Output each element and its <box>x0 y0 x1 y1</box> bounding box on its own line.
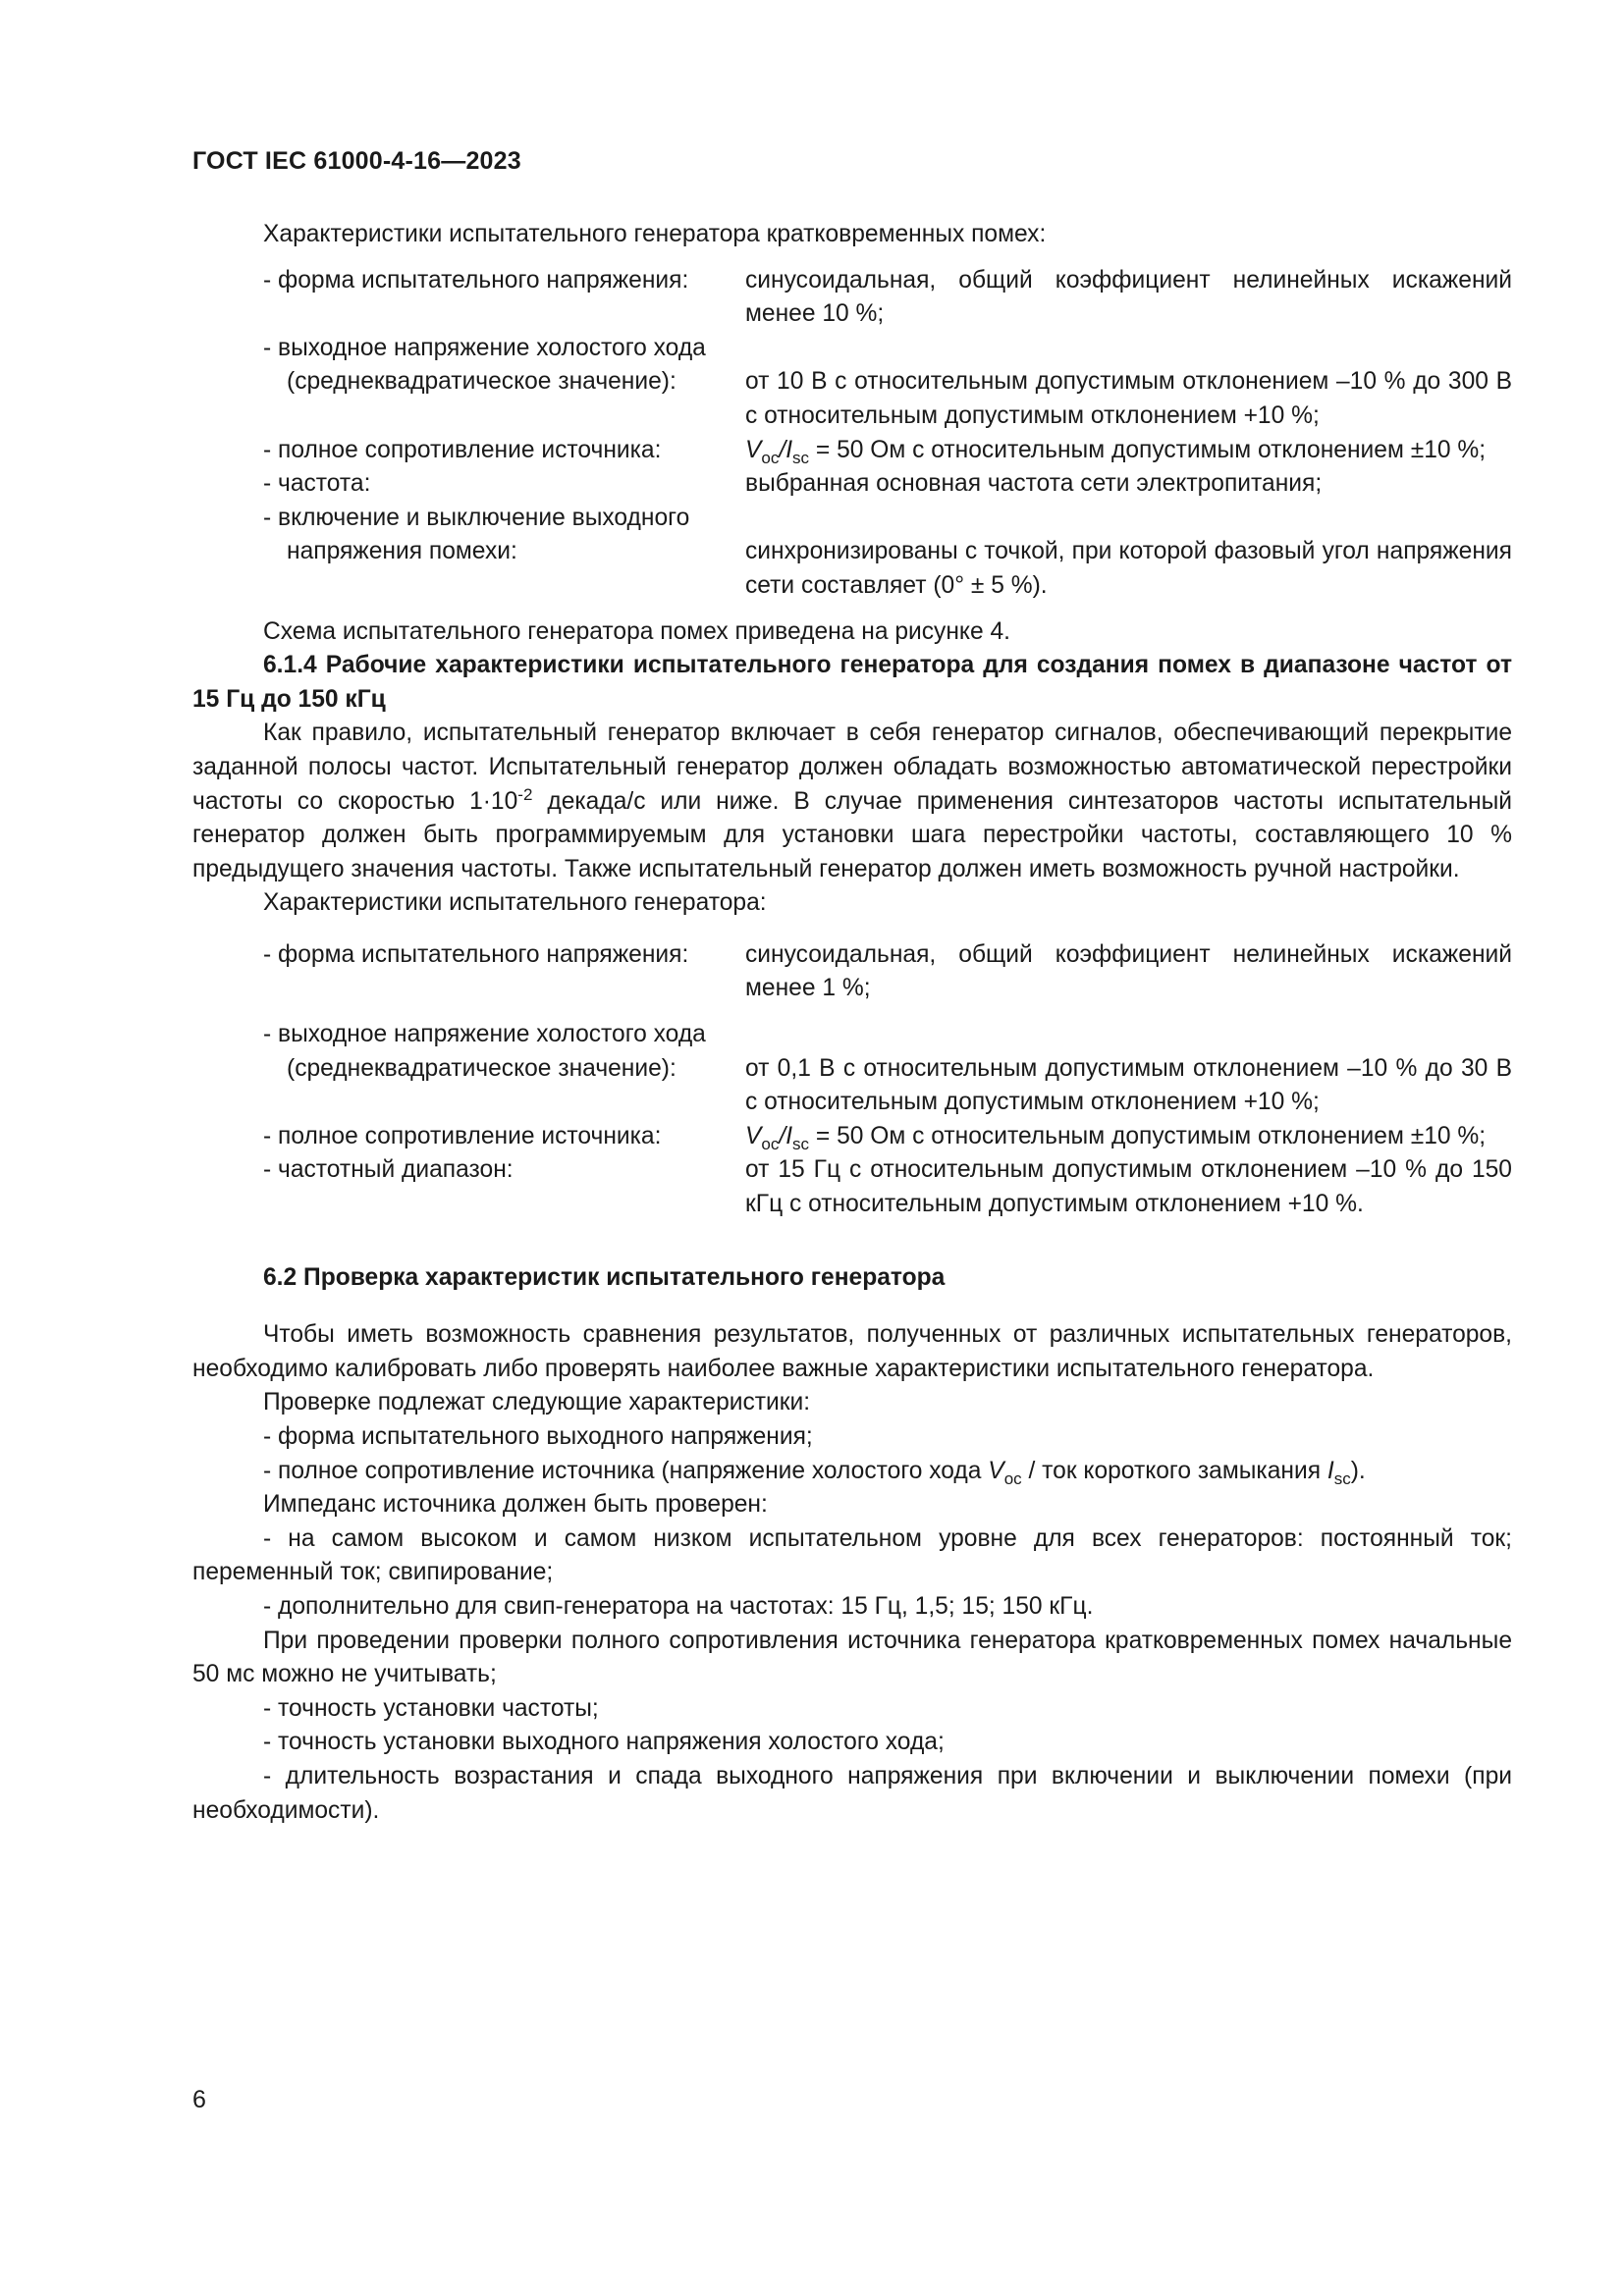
section-6-1-4-intro: Характеристики испытательного генератора: <box>263 889 767 917</box>
item-value: от 15 Гц с относительным допустимым отклонением –10 % до 150 кГц с относительным допустимым отклонением +10 %. <box>745 1156 1512 1218</box>
item-label: - выходное напряжение холостого хода <box>263 334 706 361</box>
list-item <box>192 264 1512 332</box>
list-item <box>192 1018 1512 1120</box>
item-label: - выходное напряжение холостого хода <box>263 1021 706 1048</box>
section-6-2-paragraph-2: Проверке подлежат следующие характеристики: <box>263 1389 811 1416</box>
section1-characteristics-list <box>192 264 1512 604</box>
item-value: от 0,1 В с относительным допустимым отклонением –10 % до 30 В с относительным допустимым отклонением +10 %; <box>745 1054 1512 1116</box>
item-value: $V_{oc}/I_{sc} = 50$ Ом с относительным допустимым отклонением ±10 %; <box>745 436 1487 467</box>
list-item <box>192 1153 1512 1221</box>
item-label: - включение и выключение выходного <box>263 504 690 531</box>
page-number: 6 <box>192 2086 206 2113</box>
scheme-note: Схема испытательного генератора помех приведена на рисунке 4. <box>263 617 1010 645</box>
item-label: - форма испытательного напряжения: <box>263 940 689 968</box>
section1-intro: Характеристики испытательного генератора кратковременных помех: <box>263 221 1047 247</box>
standard-code-header: ГОСТ IEC 61000-4-16—2023 <box>192 147 521 175</box>
section-6-2-heading: 6.2 Проверка характеристик испытательного генератора <box>263 1263 946 1291</box>
item-label: - форма испытательного напряжения: <box>263 266 689 294</box>
bullet-item: - полное сопротивление источника (напряжение холостого хода $V_{oc}$ / ток короткого замыкания $I_{sc}$). <box>263 1457 1366 1488</box>
item-value: синусоидальная, общий коэффициент нелинейных искажений менее 10 %; <box>745 266 1512 328</box>
list-item <box>192 938 1512 1006</box>
item-label-continuation: напряжения помехи: <box>287 538 517 565</box>
item-value: выбранная основная частота сети электропитания; <box>745 470 1323 498</box>
section-6-2-paragraph-4: При проведении проверки полного сопротивления источника генератора кратковременных помех начальные 50 мс можно не учитывать; <box>192 1627 1512 1688</box>
list-item <box>192 1120 1512 1154</box>
section-6-1-4-paragraph: Как правило, испытательный генератор включает в себя генератор сигналов, обеспечивающий перекрытие заданной полосы частот. Испытательный генератор должен обладать возможностью автоматической перестройки частоты со скоростью $1\cdot 10^{-2}$ декада/с или ниже. В случае применения синтезаторов частоты испытательный генератор должен быть программируемым для установки шага перестройки частоты, составляющего 10 % предыдущего значения частоты. Также испытательный генератор должен иметь возможность ручной настройки. <box>192 720 1513 882</box>
bullet-item: - форма испытательного выходного напряжения; <box>263 1423 813 1450</box>
section-6-1-4-heading: 6.1.4 Рабочие характеристики испытательного генератора для создания помех в диапазоне частот от 15 Гц до 150 кГц <box>192 652 1512 713</box>
bullet-item: - на самом высоком и самом низком испытательном уровне для всех генераторов: постоянный ток; переменный ток; свипирование; <box>192 1524 1512 1586</box>
bullet-item: - длительность возрастания и спада выходного напряжения при включении и выключении помехи (при необходимости). <box>192 1762 1512 1824</box>
item-value: $V_{oc}/I_{sc} = 50$ Ом с относительным допустимым отклонением ±10 %; <box>745 1122 1487 1153</box>
list-item <box>192 467 1512 502</box>
item-label: - частотный диапазон: <box>263 1156 514 1184</box>
item-label-continuation: (среднеквадратическое значение): <box>287 368 677 396</box>
item-label-continuation: (среднеквадратическое значение): <box>287 1054 677 1082</box>
bullet-item: - точность установки частоты; <box>263 1694 599 1722</box>
section614-characteristics-list <box>192 938 1512 1222</box>
page-content <box>192 218 1512 1828</box>
item-label: - частота: <box>263 470 371 498</box>
item-label: - полное сопротивление источника: <box>263 1122 662 1149</box>
item-value: синхронизированы с точкой, при которой фазовый угол напряжения сети составляет (0° ± 5 %). <box>745 538 1512 599</box>
bullet-item: - дополнительно для свип-генератора на частотах: 15 Гц, 1,5; 15; 150 кГц. <box>263 1592 1094 1620</box>
section-6-2-paragraph-1: Чтобы иметь возможность сравнения результатов, полученных от различных испытательных генераторов, необходимо калибровать либо проверять наиболее важные характеристики испытательного генератора. <box>192 1321 1512 1382</box>
list-item <box>192 434 1512 468</box>
item-label: - полное сопротивление источника: <box>263 436 662 463</box>
section-6-2-paragraph-3: Импеданс источника должен быть проверен: <box>263 1491 768 1519</box>
item-value: синусоидальная, общий коэффициент нелинейных искажений менее 1 %; <box>745 940 1512 1002</box>
bullet-item: - точность установки выходного напряжения холостого хода; <box>263 1729 945 1756</box>
item-value: от 10 В с относительным допустимым отклонением –10 % до 300 В с относительным допустимым отклонением +10 %; <box>745 368 1512 429</box>
list-item <box>192 502 1512 604</box>
list-item <box>192 332 1512 434</box>
